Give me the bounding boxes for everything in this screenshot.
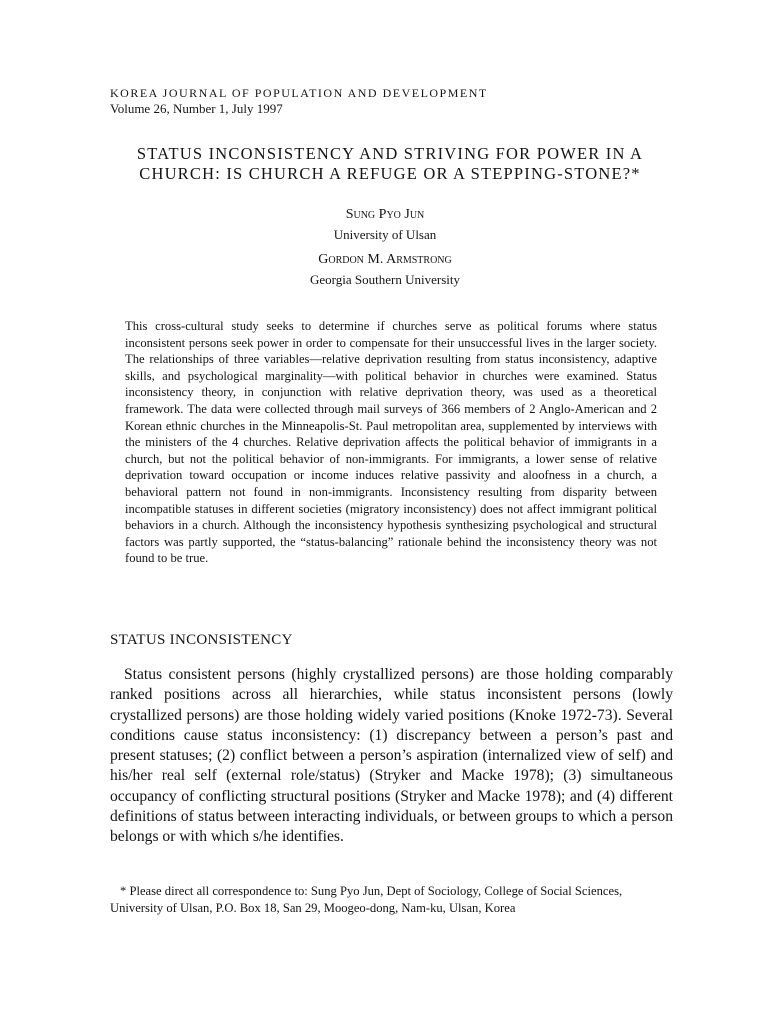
author-name: Sung Pyo Jun [345,207,425,222]
author-affiliation: University of Ulsan [333,227,437,242]
article-title [100,144,680,184]
body-paragraph: Status consistent persons (highly crystallized persons) are those holding comparably ranked positions across all hierarchies, while status inconsistent persons (lowly crystallized persons) are those holding widely varied positions (Knoke 1972-73). Several conditions cause status inconsistency: (1) discrepancy between a person’s past and present statuses; (2) conflict between a person’s aspiration (internalized view of self) and his/her real self (external role/status) (Stryker and Macke 1978); (3) simultaneous occupancy of conflicting structural positions (Stryker and Macke 1978); and (4) different definitions of status between interacting individuals, or between groups to which a person belongs or with which s/he identifies. [110,666,673,846]
author-name: Gordon M. Armstrong [318,252,452,267]
author-affiliation: Georgia Southern University [310,272,460,287]
footnote: * Please direct all correspondence to: Sung Pyo Jun, Dept of Sociology, College of Social Sciences, University of Ulsan, P.O. Box 18, San 29, Moogeo-dong, Nam-ku, Ulsan, Korea [110,884,623,915]
abstract: This cross-cultural study seeks to determine if churches serve as political forums where status inconsistent persons seek power in order to compensate for their unsuccessful lives in the larger society. The relationships of three variables—relative deprivation resulting from status inconsistency, adaptive skills, and psychological marginality—with political behavior in churches were examined. Status inconsistency theory, in conjunction with relative deprivation theory, was used as a theoretical framework. The data were collected through mail surveys of 366 members of 2 Anglo-American and 2 Korean ethnic churches in the Minneapolis-St. Paul metropolitan area, supplemented by interviews with the ministers of the 4 churches. Relative deprivation affects the political behavior of immigrants in a church, but not the political behavior of non-immigrants. For immigrants, a lower sense of relative deprivation toward occupation or income induces relative passivity and aloofness in a church, a behavioral pattern not found in non-immigrants. Inconsistency resulting from disparity between incompatible statuses in different societies (migratory inconsistency) does not affect immigrant political behaviors in a church. Although the inconsistency hypothesis synthesizing psychological and structural factors was partly supported, the “status-balancing” rationale behind the inconsistency theory was not found to be true. [125,319,657,566]
journal-name: KOREA JOURNAL OF POPULATION AND DEVELOPMENT [110,86,488,100]
article-title-line-1: STATUS INCONSISTENCY AND STRIVING FOR POWER IN A [136,144,644,163]
journal-volume: Volume 26, Number 1, July 1997 [110,101,283,116]
article-title-line-2: CHURCH: IS CHURCH A REFUGE OR A STEPPING-STONE?* [139,164,641,183]
section-heading: STATUS INCONSISTENCY [110,632,293,648]
